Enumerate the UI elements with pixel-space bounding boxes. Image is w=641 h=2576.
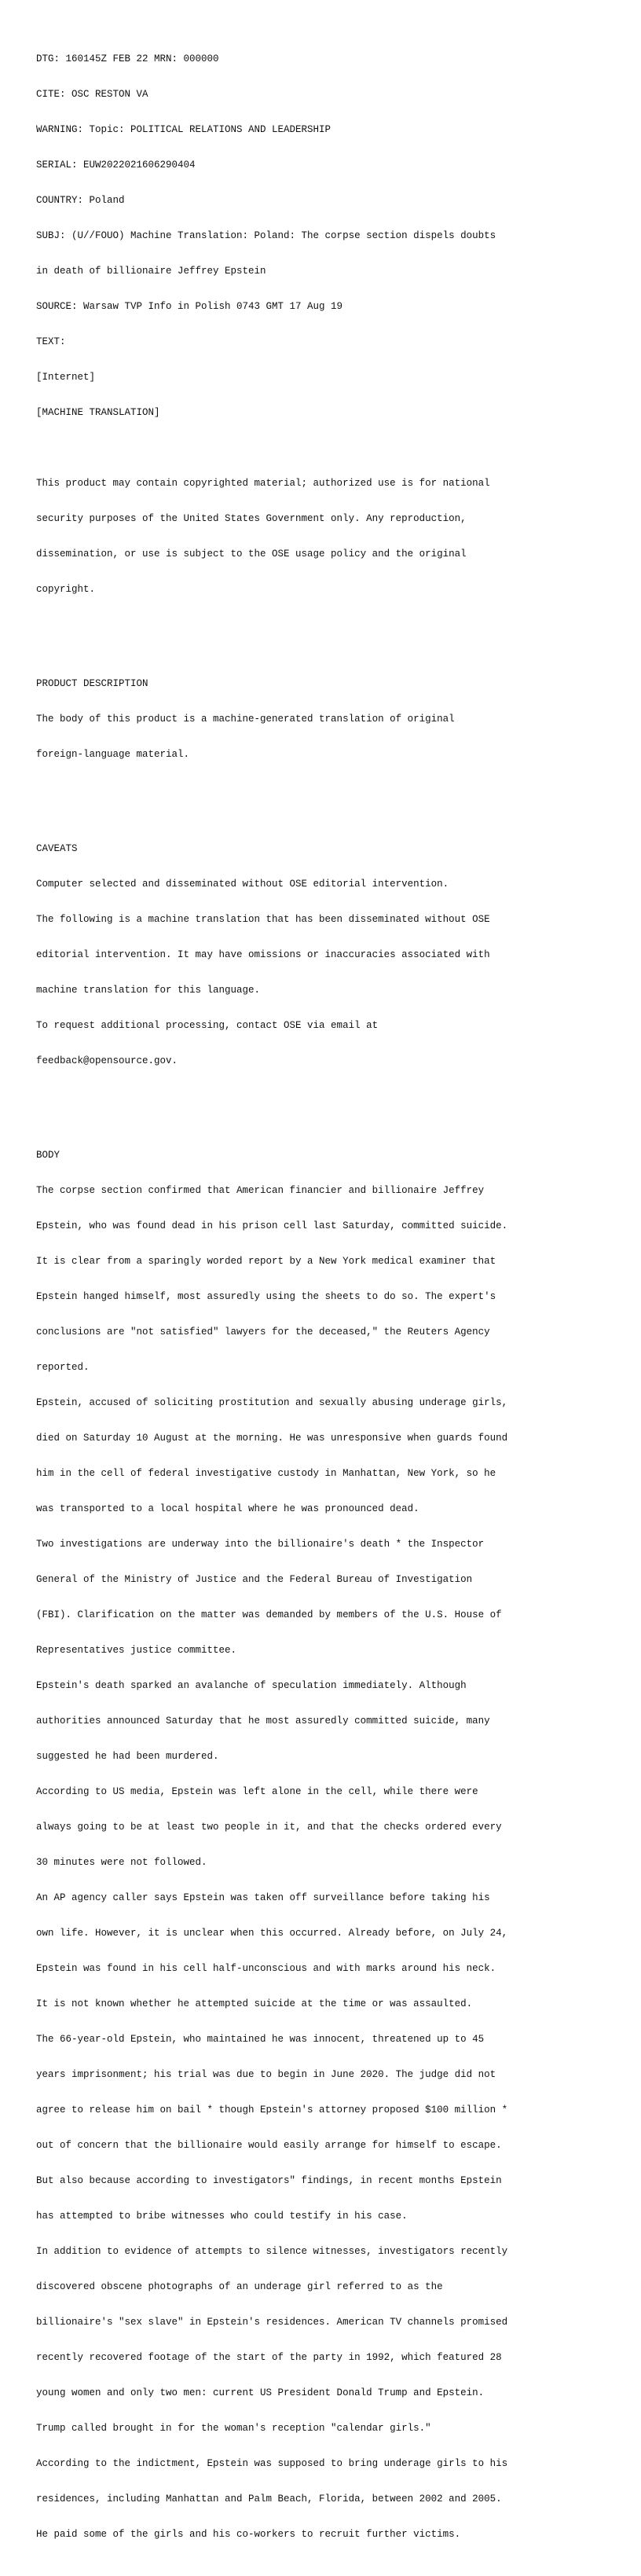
body-line: Epstein hanged himself, most assuredly using the sheets to do so. The expert's <box>36 1291 496 1302</box>
body-line: He paid some of the girls and his co-workers to recruit further victims. <box>36 2529 461 2540</box>
body-line: died on Saturday 10 August at the morning. He was unresponsive when guards found <box>36 1433 508 1444</box>
body-line: residences, including Manhattan and Palm Beach, Florida, between 2002 and 2005. <box>36 2493 502 2504</box>
body-line: 30 minutes were not followed. <box>36 1857 207 1868</box>
caveats-section <box>36 820 625 1091</box>
document-page <box>36 30 625 2576</box>
paragraph-line: The body of this product is a machine-generated translation of original <box>36 714 455 725</box>
notice-line: This product may contain copyrighted material; authorized use is for national <box>36 478 490 489</box>
paragraph-line: Computer selected and disseminated without OSE editorial intervention. <box>36 879 449 890</box>
body-line: discovered obscene photographs of an underage girl referred to as the <box>36 2281 443 2292</box>
body-line: him in the cell of federal investigative custody in Manhattan, New York, so he <box>36 1468 496 1479</box>
body-line: conclusions are "not satisfied" lawyers for the deceased," the Reuters Agency <box>36 1327 490 1338</box>
body-line: young women and only two men: current US President Donald Trump and Epstein. <box>36 2387 485 2398</box>
text-label: TEXT: <box>36 336 66 347</box>
serial-line: SERIAL: EUW2022021606290404 <box>36 160 196 171</box>
body-line: Epstein, who was found dead in his prison cell last Saturday, committed suicide. <box>36 1220 508 1231</box>
section-heading: CAVEATS <box>36 843 78 854</box>
body-line: Trump called brought in for the woman's reception "calendar girls." <box>36 2423 431 2434</box>
body-line: has attempted to bribe witnesses who could testify in his case. <box>36 2211 408 2222</box>
paragraph-line: foreign-language material. <box>36 749 190 760</box>
subject-line: SUBJ: (U//FOUO) Machine Translation: Poland: The corpse section dispels doubts <box>36 230 496 241</box>
body-line: years imprisonment; his trial was due to begin in June 2020. The judge did not <box>36 2069 496 2080</box>
body-line: out of concern that the billionaire would easily arrange for himself to escape. <box>36 2140 502 2151</box>
body-line: Representatives justice committee. <box>36 1645 237 1656</box>
body-line: The corpse section confirmed that American financier and billionaire Jeffrey <box>36 1185 485 1196</box>
body-line: (FBI). Clarification on the matter was demanded by members of the U.S. House of <box>36 1609 502 1620</box>
notice-line: copyright. <box>36 584 96 595</box>
body-line: Epstein's death sparked an avalanche of speculation immediately. Although <box>36 1680 467 1691</box>
paragraph-line: The following is a machine translation that has been disseminated without OSE <box>36 914 490 925</box>
body-line: recently recovered footage of the start of the party in 1992, which featured 28 <box>36 2352 502 2363</box>
body-line: agree to release him on bail * though Epstein's attorney proposed $100 million * <box>36 2104 508 2115</box>
notice-line: security purposes of the United States Government only. Any reproduction, <box>36 513 467 524</box>
body-line: Epstein was found in his cell half-unconscious and with marks around his neck. <box>36 1963 496 1974</box>
body-line: Epstein, accused of soliciting prostitution and sexually abusing underage girls, <box>36 1397 508 1408</box>
paragraph-line: To request additional processing, contact OSE via email at <box>36 1020 379 1031</box>
notice-line: dissemination, or use is subject to the OSE usage policy and the original <box>36 549 467 560</box>
copyright-notice <box>36 454 625 619</box>
dtg-line: DTG: 160145Z FEB 22 MRN: 000000 <box>36 53 219 64</box>
machine-translation-tag: [MACHINE TRANSLATION] <box>36 407 160 418</box>
source-line: SOURCE: Warsaw TVP Info in Polish 0743 GMT 17 Aug 19 <box>36 301 343 312</box>
body-line: always going to be at least two people in it, and that the checks ordered every <box>36 1822 502 1833</box>
body-line: According to US media, Epstein was left alone in the cell, while there were <box>36 1786 478 1797</box>
section-heading: PRODUCT DESCRIPTION <box>36 678 148 689</box>
body-line: But also because according to investigators" findings, in recent months Epstein <box>36 2175 502 2186</box>
body-section <box>36 1126 625 2564</box>
body-line: reported. <box>36 1362 90 1373</box>
paragraph-line: editorial intervention. It may have omissions or inaccuracies associated with <box>36 949 490 960</box>
body-line: An AP agency caller says Epstein was taken off surveillance before taking his <box>36 1892 490 1903</box>
body-line: General of the Ministry of Justice and the Federal Bureau of Investigation <box>36 1574 473 1585</box>
product-description-section <box>36 655 625 784</box>
internet-tag: [Internet] <box>36 372 96 383</box>
subject-line: in death of billionaire Jeffrey Epstein <box>36 266 266 277</box>
email-line: feedback@opensource.gov. <box>36 1055 178 1066</box>
body-line: billionaire's "sex slave" in Epstein's residences. American TV channels promised <box>36 2317 508 2328</box>
body-line: The 66-year-old Epstein, who maintained he was innocent, threatened up to 45 <box>36 2034 485 2045</box>
body-line: was transported to a local hospital where he was pronounced dead. <box>36 1503 419 1514</box>
body-line: It is not known whether he attempted suicide at the time or was assaulted. <box>36 1998 473 2009</box>
body-line: suggested he had been murdered. <box>36 1751 219 1762</box>
warning-line: WARNING: Topic: POLITICAL RELATIONS AND LEADERSHIP <box>36 124 331 135</box>
body-line: authorities announced Saturday that he most assuredly committed suicide, many <box>36 1715 490 1727</box>
paragraph-line: machine translation for this language. <box>36 985 261 996</box>
body-line: In addition to evidence of attempts to silence witnesses, investigators recently <box>36 2246 508 2257</box>
country-line: COUNTRY: Poland <box>36 195 125 206</box>
cite-line: CITE: OSC RESTON VA <box>36 89 148 100</box>
body-line: Two investigations are underway into the billionaire's death * the Inspector <box>36 1539 485 1550</box>
section-heading: BODY <box>36 1150 60 1161</box>
body-line: It is clear from a sparingly worded report by a New York medical examiner that <box>36 1256 496 1267</box>
body-line: According to the indictment, Epstein was supposed to bring underage girls to his <box>36 2458 508 2469</box>
body-line: own life. However, it is unclear when this occurred. Already before, on July 24, <box>36 1928 508 1939</box>
